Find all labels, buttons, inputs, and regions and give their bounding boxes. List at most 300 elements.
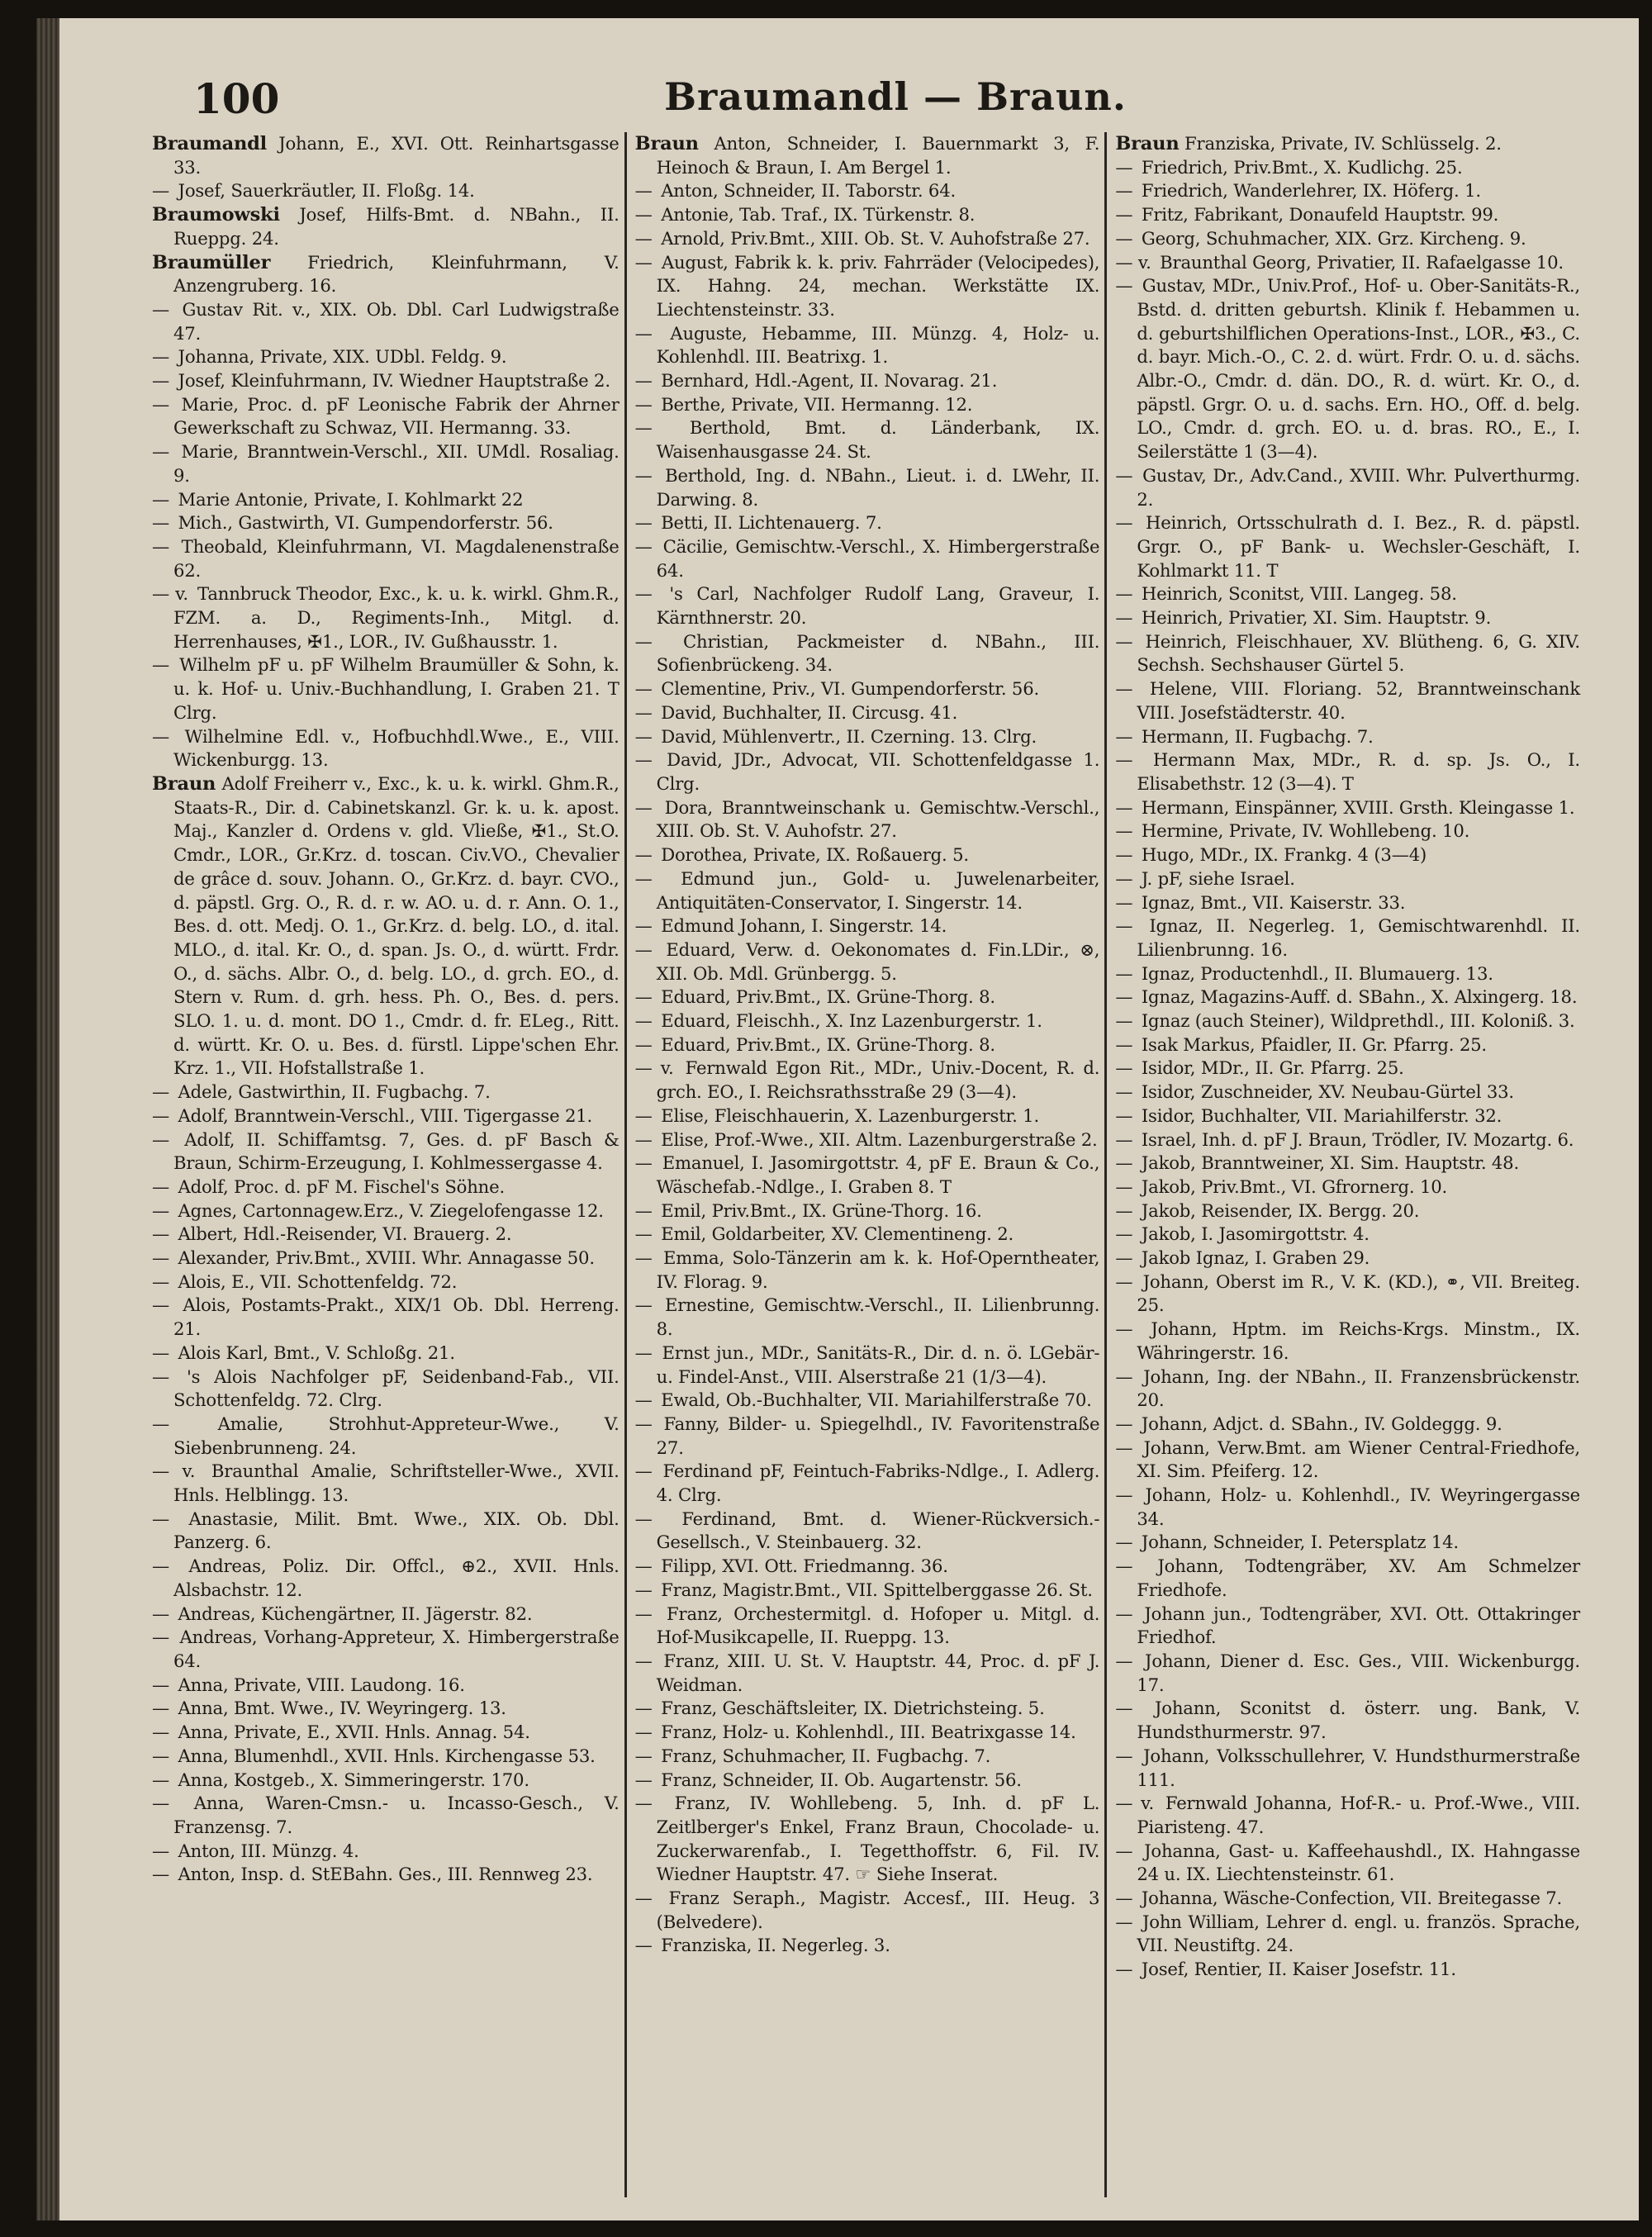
entry-text: Elise, Fleischhauerin, X. Lazenburgerstr. 1.: [655, 1104, 1039, 1126]
entry-dash: —: [152, 535, 169, 557]
entry-dash: —: [152, 1081, 169, 1103]
entry-text: Antonie, Tab. Traf., IX. Türkenstr. 8.: [655, 204, 976, 226]
entry-dash: —: [634, 1935, 653, 1956]
directory-entry: [635, 535, 1100, 582]
entry-dash: —: [634, 1508, 653, 1529]
entry-text: Johann, Holz- u. Kohlenhdl., IV. Weyringergasse 34.: [1136, 1484, 1580, 1529]
directory-entry: [1115, 1009, 1580, 1033]
entry-text: Eduard, Priv.Bmt., IX. Grüne-Thorg. 8.: [655, 1033, 995, 1055]
entry-text: Dorothea, Private, IX. Roßauerg. 5.: [655, 844, 969, 866]
entry-text: Helene, VIII. Floriang. 52, Branntweinschank VIII. Josefstädterstr. 40.: [1136, 678, 1580, 723]
entry-text: Johann, E., XVI. Ott. Reinhartsgasse 33.: [173, 133, 620, 178]
entry-text: Arnold, Priv.Bmt., XIII. Ob. St. V. Auhofstraße 27.: [655, 227, 1090, 249]
page-header: [193, 59, 1597, 126]
entry-dash: —: [152, 1769, 169, 1790]
directory-entry: [635, 1104, 1100, 1128]
entry-dash: —: [152, 488, 169, 510]
directory-entry: [635, 1508, 1100, 1555]
entry-dash: —: [1115, 1152, 1133, 1174]
entry-dash: —: [152, 441, 169, 463]
entry-dash: —: [1115, 1175, 1133, 1197]
entry-text: Wilhelmine Edl. v., Hofbuchhdl.Wwe., E., VIII. Wickenburgg. 13.: [173, 725, 620, 771]
directory-entry: [635, 1342, 1100, 1389]
directory-entry: [152, 1674, 620, 1698]
directory-entry: [1115, 582, 1580, 606]
entry-dash: —: [634, 844, 653, 866]
running-title: Braumandl — Braun.: [664, 74, 1127, 119]
entry-text: Franz, Orchestermitgl. d. Hofoper u. Mitgl. d. Hof-Musikcapelle, II. Rueppg. 13.: [655, 1603, 1100, 1648]
directory-entry: [635, 1769, 1100, 1793]
entry-dash: —: [634, 1745, 653, 1766]
directory-entry: [1115, 606, 1580, 630]
directory-entry: [152, 1555, 620, 1602]
entry-text: Andreas, Küchengärtner, II. Jägerstr. 82.: [173, 1603, 533, 1624]
entry-text: Friedrich, Wanderlehrer, IX. Höferg. 1.: [1136, 180, 1481, 202]
directory-entry: [1115, 227, 1580, 251]
directory-entry: [152, 1199, 620, 1223]
entry-text: Christian, Packmeister d. NBahn., III. Sofienbrückeng. 34.: [655, 630, 1100, 676]
entry-dash: —: [1115, 1081, 1133, 1103]
entry-dash: — v.: [1115, 1793, 1154, 1814]
directory-entry: [1115, 511, 1580, 582]
entry-text: August, Fabrik k. k. priv. Fahrräder (Velocipedes), IX. Hahng. 24, mechan. Werkstätte IX. Liechtensteinstr. 33.: [655, 251, 1100, 320]
entry-text: Anton, Schneider, I. Bauernmarkt 3, F. Heinoch & Braun, I. Am Bergel 1.: [656, 133, 1100, 178]
entry-text: Betti, II. Lichtenauerg. 7.: [655, 512, 882, 534]
directory-entry: [1115, 1365, 1580, 1413]
entry-text: David, JDr., Advocat, VII. Schottenfeldgasse 1. Clrg.: [655, 749, 1100, 794]
entry-text: Isidor, Zuschneider, XV. Neubau-Gürtel 33.: [1136, 1081, 1514, 1103]
entry-text: Ignaz (auch Steiner), Wildprethdl., III. Koloniß. 3.: [1136, 1010, 1575, 1032]
entry-text: Bernhard, Hdl.-Agent, II. Novarag. 21.: [655, 370, 998, 392]
directory-entry: [1115, 891, 1580, 915]
entry-dash: —: [1115, 1484, 1133, 1506]
entry-text: Franziska, II. Negerleg. 3.: [655, 1935, 890, 1956]
directory-entry: [1115, 179, 1580, 203]
directory-entry: [1115, 677, 1580, 724]
directory-entry: [152, 1223, 620, 1247]
entry-text: Clementine, Priv., VI. Gumpendorferstr. 56.: [655, 678, 1040, 700]
entry-text: Andreas, Poliz. Dir. Offcl., ⊕2., XVII. Hnls. Alsbachstr. 12.: [173, 1555, 620, 1600]
directory-entry: [1115, 630, 1580, 677]
entry-text: Anna, Kostgeb., X. Simmeringerstr. 170.: [173, 1769, 529, 1790]
entry-text: David, Mühlenvertr., II. Czerning. 13. Clrg.: [655, 725, 1037, 747]
entry-text: Braunthal Georg, Privatier, II. Rafaelgasse 10.: [1154, 251, 1564, 273]
entry-dash: —: [1115, 1270, 1133, 1292]
entry-text: Ernestine, Gemischtw.-Verschl., II. Lilienbrunng. 8.: [655, 1294, 1100, 1340]
entry-text: Johann jun., Todtengräber, XVI. Ott. Ottakringer Friedhof.: [1136, 1603, 1580, 1648]
entry-text: Anton, Insp. d. StEBahn. Ges., III. Rennweg 23.: [173, 1864, 593, 1885]
entry-dash: —: [634, 393, 653, 415]
entry-dash: —: [152, 1223, 169, 1245]
directory-entry: [1115, 1650, 1580, 1697]
entry-surname: Braun: [1115, 133, 1180, 154]
entry-text: Franz, XIII. U. St. V. Hauptstr. 44, Proc. d. pF J. Weidman.: [655, 1650, 1100, 1695]
entry-dash: —: [1115, 867, 1133, 889]
entry-surname: Braumüller: [152, 251, 271, 273]
entry-dash: —: [634, 1603, 653, 1624]
entry-dash: —: [634, 1223, 653, 1245]
entry-text: Berthe, Private, VII. Hermanng. 12.: [655, 393, 973, 415]
entry-dash: —: [1115, 725, 1133, 747]
entry-dash: —: [1115, 156, 1133, 178]
entry-dash: —: [634, 1152, 653, 1174]
entry-dash: —: [152, 180, 169, 202]
entry-dash: —: [1115, 583, 1133, 605]
entry-text: Hermann Max, MDr., R. d. sp. Js. O., I. Elisabethstr. 12 (3—4). T: [1136, 749, 1580, 794]
entry-text: Alois, Postamts-Prakt., XIX/1 Ob. Dbl. Herreng. 21.: [173, 1294, 620, 1340]
entry-dash: —: [152, 725, 169, 747]
entry-text: Ewald, Ob.-Buchhalter, VII. Mariahilferstraße 70.: [655, 1389, 1092, 1411]
entry-text: Johann, Verw.Bmt. am Wiener Central-Friedhofe, XI. Sim. Pfeiferg. 12.: [1136, 1437, 1580, 1482]
directory-entry: [635, 1413, 1100, 1460]
entry-text: Josef, Sauerkräutler, II. Floßg. 14.: [173, 180, 475, 202]
entry-dash: —: [1115, 1247, 1133, 1269]
entry-text: Eduard, Fleischh., X. Inz Lazenburgerstr. 1.: [655, 1010, 1042, 1032]
directory-entry: [635, 1033, 1100, 1057]
directory-entry: [635, 1887, 1100, 1934]
entry-dash: —: [152, 1864, 169, 1885]
entry-text: Friedrich, Kleinfuhrmann, V. Anzengruberg. 16.: [173, 251, 620, 297]
directory-entry: [152, 1792, 620, 1839]
entry-dash: —: [1115, 464, 1133, 486]
entry-dash: —: [152, 1199, 169, 1221]
entry-dash: —: [1115, 1199, 1133, 1221]
entry-text: Johanna, Wäsche-Confection, VII. Breitegasse 7.: [1136, 1888, 1563, 1909]
directory-entry: [635, 938, 1100, 986]
directory-entry: [1115, 203, 1580, 227]
directory-entry: [152, 345, 620, 369]
directory-entry: [1115, 1911, 1580, 1958]
entry-dash: —: [1115, 1437, 1133, 1458]
directory-entry: [635, 1792, 1100, 1887]
directory-entry: [1115, 1247, 1580, 1270]
entry-dash: —: [634, 796, 653, 818]
directory-entry: [152, 251, 620, 298]
directory-entry: [635, 1128, 1100, 1152]
entry-dash: —: [1115, 891, 1133, 913]
directory-entry: [152, 1863, 620, 1887]
entry-text: J. pF, siehe Israel.: [1136, 867, 1295, 889]
directory-entry: [635, 1650, 1100, 1697]
entry-text: Marie, Proc. d. pF Leonische Fabrik der Ahrner Gewerkschaft zu Schwaz, VII. Hermanng. 33.: [173, 393, 620, 439]
entry-dash: —: [634, 1460, 653, 1482]
entry-dash: —: [152, 1365, 169, 1387]
entry-dash: —: [152, 654, 169, 676]
entry-dash: —: [1115, 1413, 1133, 1434]
entry-dash: —: [634, 251, 653, 273]
entry-dash: —: [152, 512, 169, 534]
entry-dash: —: [152, 370, 169, 392]
entry-text: Marie Antonie, Private, I. Kohlmarkt 22: [173, 488, 524, 510]
entry-text: Ignaz, Magazins-Auff. d. SBahn., X. Alxingerg. 18.: [1136, 986, 1578, 1008]
entry-text: Fernwald Johanna, Hof-R.- u. Prof.-Wwe., VIII. Piaristeng. 47.: [1137, 1793, 1580, 1837]
directory-entry: [635, 132, 1100, 179]
entry-text: Hugo, MDr., IX. Frankg. 4 (3—4): [1136, 844, 1427, 866]
directory-entry: [152, 393, 620, 440]
directory-entry: [635, 1199, 1100, 1223]
entry-dash: —: [1115, 1698, 1133, 1719]
directory-entry: [152, 1270, 620, 1294]
directory-entry: [1115, 1223, 1580, 1247]
directory-entry: [1115, 1104, 1580, 1128]
directory-entry: [152, 369, 620, 393]
directory-entry: [1115, 1413, 1580, 1437]
entry-text: Ferdinand, Bmt. d. Wiener-Rückversich.-Gesellsch., V. Steinbauerg. 32.: [655, 1508, 1100, 1553]
directory-entry: [152, 298, 620, 345]
entry-text: Eduard, Verw. d. Oekonomates d. Fin.LDir., ⊗, XII. Ob. Mdl. Grünbergg. 5.: [655, 938, 1100, 984]
entry-dash: —: [634, 180, 653, 202]
entry-text: Franz, Schuhmacher, II. Fugbachg. 7.: [655, 1745, 991, 1766]
entry-dash: —: [634, 417, 653, 439]
entry-text: Ignaz, Productenhdl., II. Blumauerg. 13.: [1136, 962, 1493, 984]
entry-text: Dora, Branntweinschank u. Gemischtw.-Verschl., XIII. Ob. St. V. Auhofstr. 27.: [655, 796, 1100, 842]
directory-entry: [1115, 1555, 1580, 1602]
directory-entry: [152, 132, 620, 179]
directory-entry: [1115, 1152, 1580, 1175]
entry-dash: —: [1115, 1603, 1133, 1624]
entry-dash: —: [634, 938, 653, 960]
entry-text: Johann, Sconitst d. österr. ung. Bank, V. Hundsthurmerstr. 97.: [1136, 1698, 1580, 1743]
entry-dash: —: [1115, 1128, 1133, 1150]
entry-text: Franz, Magistr.Bmt., VII. Spittelberggasse 26. St.: [655, 1579, 1093, 1600]
entry-text: Jakob, Branntweiner, XI. Sim. Hauptstr. 48.: [1136, 1152, 1519, 1174]
directory-entry: [152, 653, 620, 724]
directory-entry: [1115, 796, 1580, 820]
entry-dash: — v.: [152, 583, 188, 605]
directory-entry: [152, 1626, 620, 1673]
entry-text: Josef, Hilfs-Bmt. d. NBahn., II. Rueppg. 24.: [173, 204, 620, 249]
entry-text: Georg, Schuhmacher, XIX. Grz. Kircheng. 9.: [1136, 227, 1526, 249]
entry-text: 's Carl, Nachfolger Rudolf Lang, Graveur, I. Kärnthnerstr. 20.: [655, 583, 1100, 629]
entry-text: Emma, Solo-Tänzerin am k. k. Hof-Operntheater, IV. Florag. 9.: [655, 1247, 1100, 1292]
entry-text: Adolf Freiherr v., Exc., k. u. k. wirkl. Ghm.R., Staats-R., Dir. d. Cabinetskanzl. Gr. k. u. k. apost. Maj., Kanzler d. Ordens v. gld. Vließe, ✠1., St.O. Cmdr., LOR., Gr.Krz. d. toscan. Civ.VO., Chevalier de grâce d. souv. Johann. O., Gr.Krz. d. bayr. CVO., d. päpstl. Grg. O., R. d. r. w. AO. u. d. r. Ann. O. 1., Bes. d. ott. Medj. O. 1., Gr.Krz. d. belg. LO., d. ital. MLO., d. ital. Kr. O., d. span. Js. O., d. württ. Frdr. O., d. sächs. Albr. O., d. belg. LO., d. grch. EO., d. Stern v. Rum. d. grh. hess. Ph. O., Bes. d. pers. SLO. 1. u. d. mont. DO 1., Cmdr. d. fr. ELeg., Ritt. d. württ. Kr. O. u. Bes. d. fürstl. Lippe'schen Ehr. Krz. 1., VII. Hofstallstraße 1.: [173, 772, 620, 1079]
entry-dash: —: [634, 1579, 653, 1600]
entry-text: Heinrich, Fleischhauer, XV. Blütheng. 6, G. XIV. Sechsh. Sechshauser Gürtel 5.: [1136, 630, 1580, 676]
page-binding-edge: [36, 18, 59, 2220]
entry-dash: —: [1115, 227, 1133, 249]
entry-text: Fernwald Egon Rit., MDr., Univ.-Docent, R. d. grch. EO., I. Reichsrathsstraße 29 (3—4).: [656, 1057, 1100, 1103]
column-right: [1104, 132, 1585, 2197]
entry-dash: —: [634, 1698, 653, 1719]
entry-text: Anna, Bmt. Wwe., IV. Weyringerg. 13.: [173, 1698, 506, 1719]
entry-dash: —: [634, 701, 653, 723]
entry-text: Hermine, Private, IV. Wohllebeng. 10.: [1136, 820, 1470, 842]
entry-dash: — v.: [1115, 251, 1151, 273]
entry-dash: —: [634, 464, 653, 486]
entry-dash: —: [1115, 915, 1133, 937]
entry-text: Wilhelm pF u. pF Wilhelm Braumüller & Sohn, k. u. k. Hof- u. Univ.-Buchhandlung, I. Graben 21. T Clrg.: [173, 654, 620, 723]
directory-entry: [152, 440, 620, 487]
entry-dash: —: [634, 204, 653, 226]
directory-entry: [635, 393, 1100, 417]
entry-text: Anna, Private, VIII. Laudong. 16.: [173, 1674, 465, 1695]
entry-text: Ernst jun., MDr., Sanitäts-R., Dir. d. n. ö. LGebär- u. Findel-Anst., VIII. Alserstraße 21 (1/3—4).: [655, 1342, 1100, 1387]
entry-dash: —: [634, 1389, 653, 1411]
column-left: [144, 132, 624, 2197]
entry-text: Ignaz, II. Negerleg. 1, Gemischtwarenhdl. II. Lilienbrunng. 16.: [1136, 915, 1580, 960]
entry-dash: —: [634, 370, 653, 392]
entry-text: Auguste, Hebamme, III. Münzg. 4, Holz- u. Kohlenhdl. III. Beatrixg. 1.: [655, 322, 1100, 368]
directory-entry: [635, 867, 1100, 914]
entry-dash: —: [634, 322, 653, 344]
directory-entry: [1115, 1887, 1580, 1911]
directory-entry: [1115, 819, 1580, 843]
directory-entry: [635, 1721, 1100, 1745]
entry-text: Johann, Diener d. Esc. Ges., VIII. Wickenburgg. 17.: [1136, 1650, 1580, 1695]
entry-dash: —: [634, 583, 653, 605]
directory-entry: [635, 843, 1100, 867]
directory-entry: [635, 1294, 1100, 1341]
entry-text: Johann, Volksschullehrer, V. Hundsthurmerstraße 111.: [1136, 1745, 1580, 1790]
directory-entry: [635, 1247, 1100, 1294]
directory-entry: [152, 1104, 620, 1128]
directory-entry: [635, 1057, 1100, 1104]
directory-entry: [152, 203, 620, 250]
entry-text: Mich., Gastwirth, VI. Gumpendorferstr. 56.: [173, 512, 553, 534]
entry-dash: —: [152, 1247, 169, 1269]
entry-dash: —: [1115, 820, 1133, 842]
entry-text: Marie, Branntwein-Verschl., XII. UMdl. Rosaliag. 9.: [173, 441, 620, 486]
entry-text: Franz Seraph., Magistr. Accesf., III. Heug. 3 (Belvedere).: [655, 1888, 1100, 1932]
entry-dash: —: [634, 1555, 653, 1577]
directory-entry: [152, 1128, 620, 1175]
entry-dash: —: [152, 1555, 169, 1577]
entry-dash: —: [1115, 844, 1133, 866]
entry-dash: —: [1115, 607, 1133, 629]
entry-text: David, Buchhalter, II. Circusg. 41.: [655, 701, 958, 723]
entry-surname: Braumandl: [152, 133, 268, 154]
entry-dash: —: [1115, 512, 1133, 534]
directory-entry: [152, 1413, 620, 1460]
entry-text: Johanna, Private, XIX. UDbl. Feldg. 9.: [173, 346, 507, 368]
directory-entry: [152, 179, 620, 203]
entry-dash: —: [152, 298, 169, 320]
directory-entry: [635, 986, 1100, 1009]
directory-entry: [635, 677, 1100, 701]
entry-text: Johann, Schneider, I. Petersplatz 14.: [1136, 1532, 1459, 1553]
entry-text: Jakob, Priv.Bmt., VI. Gfrornerg. 10.: [1136, 1175, 1448, 1197]
entry-text: Isak Markus, Pfaidler, II. Gr. Pfarrg. 25.: [1136, 1033, 1487, 1055]
entry-text: Heinrich, Sconitst, VIII. Langeg. 58.: [1136, 583, 1457, 605]
entry-dash: —: [634, 867, 653, 889]
directory-entry: [152, 1721, 620, 1745]
directory-columns: [144, 132, 1585, 2197]
entry-text: Hermann, II. Fugbachg. 7.: [1136, 725, 1374, 747]
entry-dash: — v.: [152, 1460, 196, 1482]
entry-dash: —: [634, 1342, 653, 1363]
entry-dash: —: [152, 1674, 169, 1695]
entry-text: Emil, Priv.Bmt., IX. Grüne-Thorg. 16.: [655, 1199, 982, 1221]
directory-entry: [1115, 748, 1580, 796]
entry-dash: —: [152, 1175, 169, 1197]
directory-entry: [1115, 1033, 1580, 1057]
directory-entry: [635, 1555, 1100, 1579]
entry-dash: —: [634, 1199, 653, 1221]
directory-entry: [1115, 1437, 1580, 1484]
entry-text: Gustav, Dr., Adv.Cand., XVIII. Whr. Pulverthurmg. 2.: [1136, 464, 1580, 510]
entry-dash: —: [1115, 1888, 1133, 1909]
directory-entry: [152, 1081, 620, 1104]
entry-text: Emil, Goldarbeiter, XV. Clementineng. 2.: [655, 1223, 1014, 1245]
entry-text: Berthold, Ing. d. NBahn., Lieut. i. d. LWehr, II. Darwing. 8.: [655, 464, 1100, 510]
directory-entry: [1115, 1603, 1580, 1650]
entry-text: John William, Lehrer d. engl. u. französ. Sprache, VII. Neustiftg. 24.: [1136, 1911, 1580, 1956]
entry-text: Anna, Private, E., XVII. Hnls. Annag. 54.: [173, 1722, 530, 1743]
entry-dash: —: [1115, 204, 1133, 226]
column-middle: [624, 132, 1105, 2197]
directory-entry: [1115, 867, 1580, 891]
entry-dash: —: [1115, 1104, 1133, 1126]
directory-entry: [635, 179, 1100, 203]
entry-text: Fritz, Fabrikant, Donaufeld Hauptstr. 99.: [1136, 204, 1499, 226]
directory-entry: [635, 227, 1100, 251]
entry-dash: —: [1115, 1745, 1133, 1766]
entry-dash: —: [634, 512, 653, 534]
directory-entry: [152, 1697, 620, 1721]
directory-entry: [152, 725, 620, 772]
entry-text: Braunthal Amalie, Schriftsteller-Wwe., XVII. Hnls. Helblingg. 13.: [173, 1460, 620, 1506]
entry-text: Jakob, I. Jasomirgottstr. 4.: [1136, 1223, 1370, 1245]
entry-text: Johanna, Gast- u. Kaffeehaushdl., IX. Hahngasse 24 u. IX. Liechtensteinstr. 61.: [1136, 1840, 1580, 1885]
directory-entry: [635, 1389, 1100, 1413]
entry-text: Gustav Rit. v., XIX. Ob. Dbl. Carl Ludwigstraße 47.: [173, 298, 620, 344]
entry-dash: —: [634, 1769, 653, 1790]
directory-entry: [1115, 1081, 1580, 1104]
entry-text: Agnes, Cartonnagew.Erz., V. Ziegelofengasse 12.: [173, 1199, 604, 1221]
entry-dash: —: [634, 1033, 653, 1055]
entry-dash: —: [1115, 962, 1133, 984]
entry-text: Heinrich, Privatier, XI. Sim. Hauptstr. 9.: [1136, 607, 1492, 629]
directory-entry: [1115, 156, 1580, 180]
entry-dash: —: [634, 1793, 653, 1814]
directory-entry: [1115, 1745, 1580, 1792]
directory-entry: [635, 322, 1100, 369]
directory-entry: [635, 796, 1100, 843]
entry-dash: —: [634, 227, 653, 249]
entry-dash: —: [1115, 1318, 1133, 1340]
entry-text: Ferdinand pF, Feintuch-Fabriks-Ndlge., I. Adlerg. 4. Clrg.: [655, 1460, 1100, 1506]
entry-text: Ignaz, Bmt., VII. Kaiserstr. 33.: [1136, 891, 1406, 913]
directory-entry: [1115, 1057, 1580, 1081]
entry-dash: —: [1115, 180, 1133, 202]
entry-text: Eduard, Priv.Bmt., IX. Grüne-Thorg. 8.: [655, 986, 995, 1008]
entry-text: Isidor, MDr., II. Gr. Pfarrg. 25.: [1136, 1057, 1404, 1079]
entry-text: Franz, Schneider, II. Ob. Augartenstr. 56.: [655, 1769, 1022, 1790]
directory-entry: [152, 1745, 620, 1769]
entry-text: Johann, Todtengräber, XV. Am Schmelzer Friedhofe.: [1136, 1555, 1580, 1600]
entry-dash: —: [634, 535, 653, 557]
directory-entry: [152, 1460, 620, 1507]
directory-entry: [635, 511, 1100, 535]
directory-entry: [635, 701, 1100, 725]
directory-entry: [635, 630, 1100, 677]
entry-text: Johann, Hptm. im Reichs-Krgs. Minstm., IX. Währingerstr. 16.: [1136, 1318, 1580, 1363]
directory-entry: [635, 464, 1100, 511]
entry-dash: —: [634, 915, 653, 937]
entry-text: Anton, Schneider, II. Taborstr. 64.: [655, 180, 957, 202]
entry-dash: —: [634, 749, 653, 771]
entry-dash: —: [634, 725, 653, 747]
directory-entry: [1115, 1484, 1580, 1531]
directory-entry: [1115, 1840, 1580, 1887]
directory-entry: [152, 1603, 620, 1627]
directory-entry: [1115, 274, 1580, 464]
entry-dash: —: [634, 986, 653, 1008]
entry-text: Elise, Prof.-Wwe., XII. Altm. Lazenburgerstraße 2.: [655, 1128, 1098, 1150]
directory-entry: [1115, 962, 1580, 986]
directory-entry: [635, 914, 1100, 938]
entry-dash: —: [1115, 1532, 1133, 1553]
